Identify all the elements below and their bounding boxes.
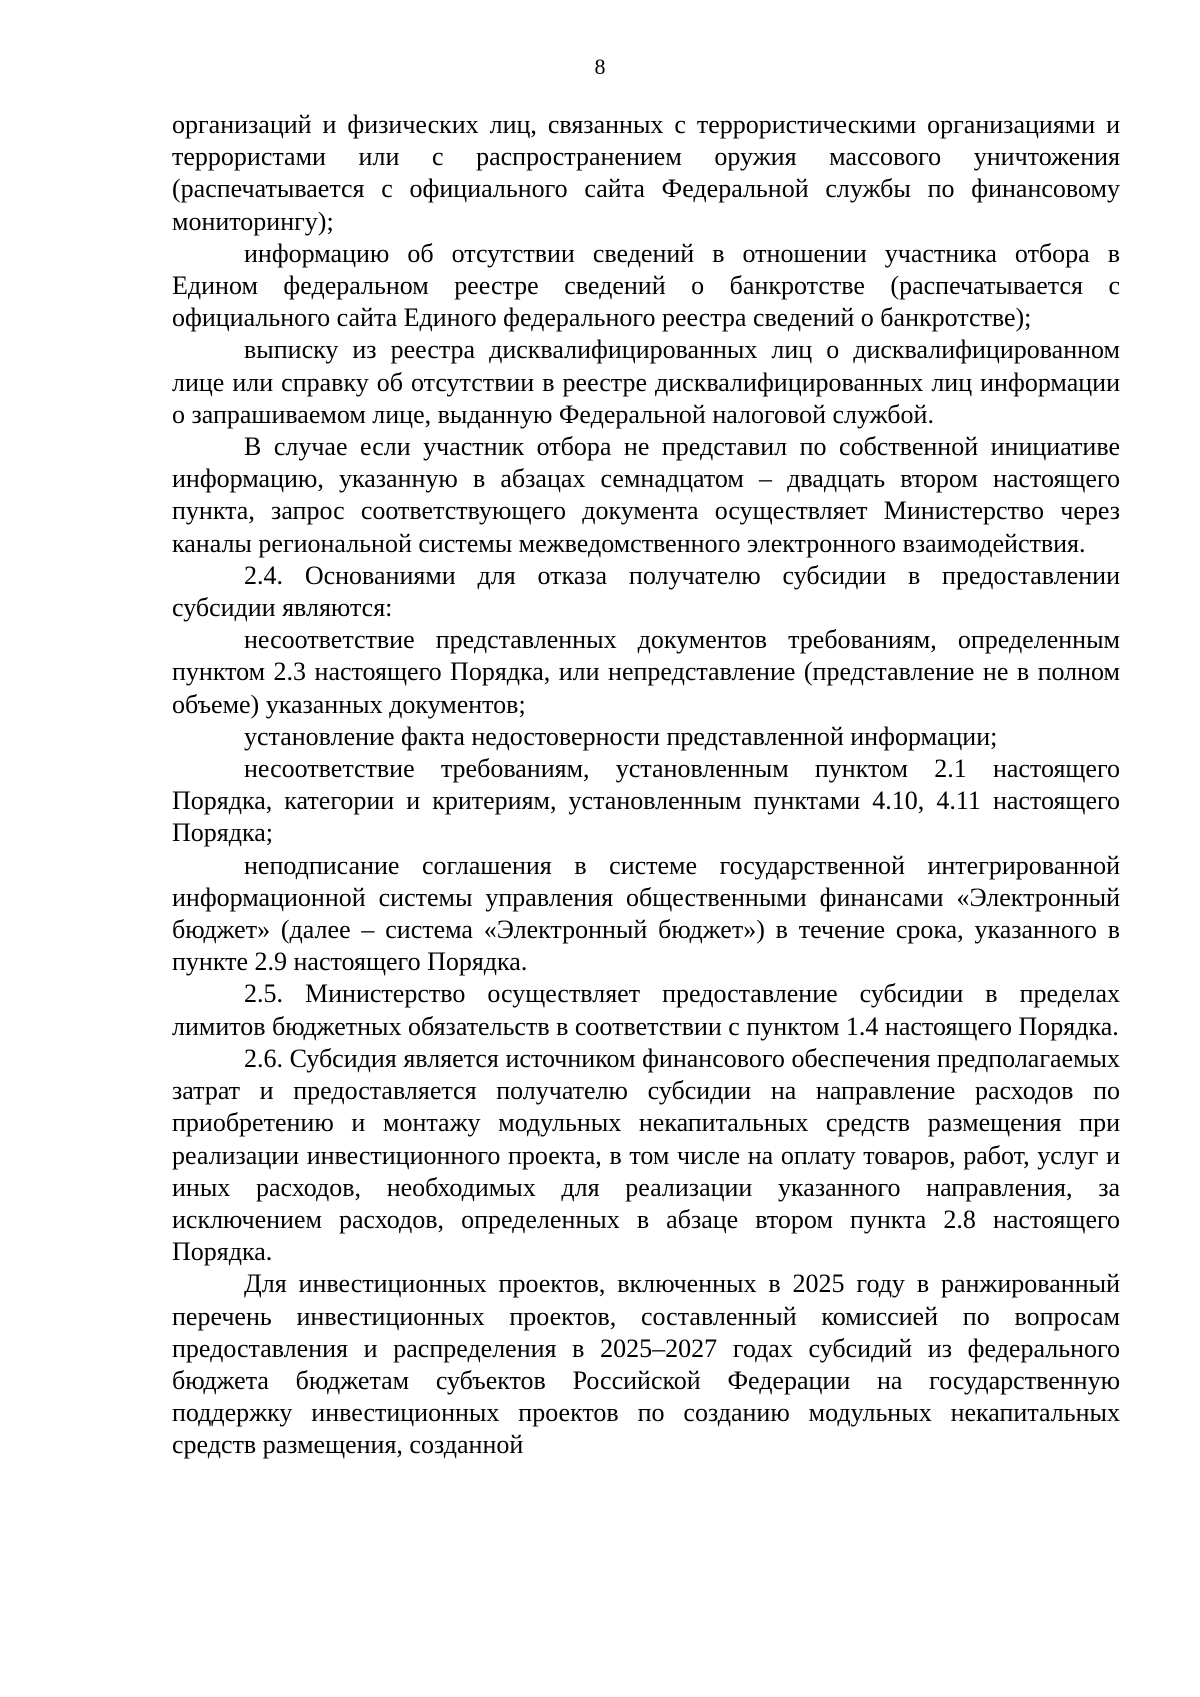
paragraph: В случае если участник отбора не представил по собственной инициативе информацию, указанную в абзацах семнадцатом – двадцать втором настоящего пункта, запрос соответствующего документа осуществляет Министерство через каналы региональной системы межведомственного электронного взаимодействия. xyxy=(172,432,1120,558)
paragraph: несоответствие представленных документов требованиям, определенным пунктом 2.3 настоящего Порядка, или непредставление (представление не в полном объеме) указанных документов; xyxy=(172,625,1120,719)
paragraph: 2.6. Субсидия является источником финансового обеспечения предполагаемых затрат и предоставляется получателю субсидии на направление расходов по приобретению и монтажу модульных некапитальных средств размещения при реализации инвестиционного проекта, в том числе на оплату товаров, работ, услуг и иных расходов, необходимых для реализации указанного направления, за исключением расходов, определенных в абзаце втором пункта 2.8 настоящего Порядка. xyxy=(172,1043,1120,1267)
paragraph: установление факта недостоверности представленной информации; xyxy=(244,721,998,751)
paragraph: информацию об отсутствии сведений в отношении участника отбора в Едином федеральном реестре сведений о банкротстве (распечатывается с официального сайта Единого федерального реестра сведений о банкротстве); xyxy=(172,238,1120,333)
document-body xyxy=(172,109,1120,1462)
paragraph: несоответствие требованиям, установленным пунктом 2.1 настоящего Порядка, категории и критериям, установленным пунктами 4.10, 4.11 настоящего Порядка; xyxy=(172,754,1120,848)
paragraph: организаций и физических лиц, связанных с террористическими организациями и террористами или с распространением оружия массового уничтожения (распечатывается с официального сайта Федеральной службы по финансовому мониторингу); xyxy=(172,110,1120,236)
page-number: 8 xyxy=(594,54,606,79)
paragraph: неподписание соглашения в системе государственной интегрированной информационной системы управления общественными финансами «Электронный бюджет» (далее – система «Электронный бюджет») в течение срока, указанного в пункте 2.9 настоящего Порядка. xyxy=(172,850,1120,977)
paragraph: Для инвестиционных проектов, включенных в 2025 году в ранжированный перечень инвестиционных проектов, составленный комиссией по вопросам предоставления и распределения в 2025–2027 годах субсидий из федерального бюджета бюджетам субъектов Российской Федерации на государственную поддержку инвестиционных проектов по созданию модульных некапитальных средств размещения, созданной xyxy=(172,1269,1120,1460)
paragraph: 2.5. Министерство осуществляет предоставление субсидии в пределах лимитов бюджетных обязательств в соответствии с пунктом 1.4 настоящего Порядка. xyxy=(172,979,1120,1041)
paragraph: выписку из реестра дисквалифицированных лиц о дисквалифицированном лице или справку об отсутствии в реестре дисквалифицированных лиц информации о запрашиваемом лице, выданную Федеральной налоговой службой. xyxy=(172,335,1120,429)
paragraph: 2.4. Основаниями для отказа получателю субсидии в предоставлении субсидии являются: xyxy=(172,560,1120,623)
